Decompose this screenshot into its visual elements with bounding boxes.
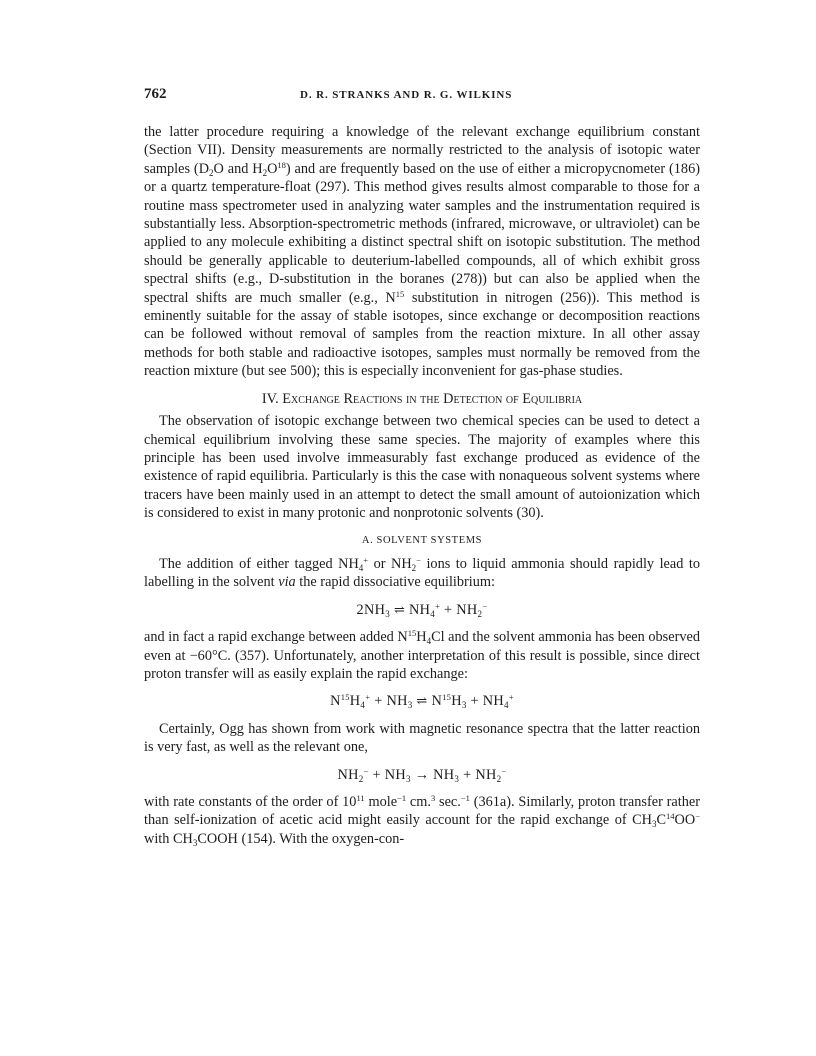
equation: $2NH_3$ ⇌ $NH_4^+ + NH_2^-$	[356, 600, 488, 619]
paragraph: and in fact a rapid exchange between added $N^{15}H_4Cl$ and the solvent ammonia has been observed even at −60°C. (357). Unfortunately, another interpretation of this result is possible, since direct proton transfer will as easily explain the rapid exchange:	[144, 628, 700, 682]
equation: $NH_2^- + NH_3 \to NH_3 + NH_2^-$	[337, 765, 507, 784]
equation: $N^{15}H_4^+ + NH_3$ ⇌ $N^{15}H_3 + NH_4^+$	[330, 692, 514, 711]
paragraph: The observation of isotopic exchange between two chemical species can be used to detect a chemical equilibrium involving these same species. The majority of examples where this principle has been used involve immeasurably fast exchange produced as evidence of the existence of rapid equilibria. Particularly is this the case with nonaqueous solvent systems where tracers have been mainly used in an attempt to detect the small amount of autoionization which is considered to exist in many protonic and nonprotonic solvents (30).	[144, 413, 700, 522]
page-header	[144, 86, 700, 106]
paragraph: with rate constants of the order of $10^{11}$ mole$^{-1}$ cm.$^3$ sec.$^{-1}$ (361a). Similarly, proton transfer rather than self-ionization of acetic acid might easily account for the rapid exchange of $CH_3C^{14}OO^-$ with $CH_3COOH$ (154). With the oxygen-con-	[144, 793, 700, 848]
running-head: D. R. STRANKS AND R. G. WILKINS	[300, 89, 513, 101]
subsection-heading: A. SOLVENT SYSTEMS	[361, 534, 483, 546]
equilibrium-arrow-icon: ⇌	[393, 601, 406, 617]
body-text	[144, 123, 700, 848]
right-arrow-icon: →	[414, 766, 430, 783]
section-heading: IV. Exchange Reactions in the Detection of Equilibria	[261, 390, 583, 407]
equilibrium-arrow-icon: ⇌	[416, 693, 428, 709]
paragraph: Certainly, Ogg has shown from work with magnetic resonance spectra that the latter reaction is very fast, as well as the relevant one,	[144, 720, 700, 756]
page-number: 762	[144, 86, 167, 102]
paragraph: The addition of either tagged $NH_4^+$ or $NH_2^-$ ions to liquid ammonia should rapidly lead to labelling in the solvent via the rapid dissociative equilibrium:	[144, 554, 701, 591]
paragraph: the latter procedure requiring a knowledge of the relevant exchange equilibrium constant (Section VII). Density measurements are normally restricted to the analysis of isotopic water samples ($D_2O$ and $H_2O^{18}$) and are frequently based on the use of either a micropycnometer (186) or a quartz temperature-float (297). This method gives results almost comparable to those for a routine mass spectrometer used in analyzing water samples and the instrumentation required is substantially less. Absorption-spectrometric methods (infrared, microwave, or ultraviolet) can be applied to any molecule exhibiting a distinct spectral shift on isotopic substitution. The method should be generally applicable to deuterium-labelled compounds, all of which exhibit gross spectral shifts (e.g., D-substitution in the boranes (278)) but can also be applied when the spectral shifts are much smaller (e.g., $N^{15}$ substitution in nitrogen (256)). This method is eminently suitable for the assay of stable isotopes, since exchange or decomposition reactions can be followed without removal of samples from the reaction mixture. In all other assay methods for both stable and radioactive isotopes, samples must normally be removed from the reaction mixture (but see 500); this is especially inconvenient for gas-phase studies.	[144, 124, 700, 380]
